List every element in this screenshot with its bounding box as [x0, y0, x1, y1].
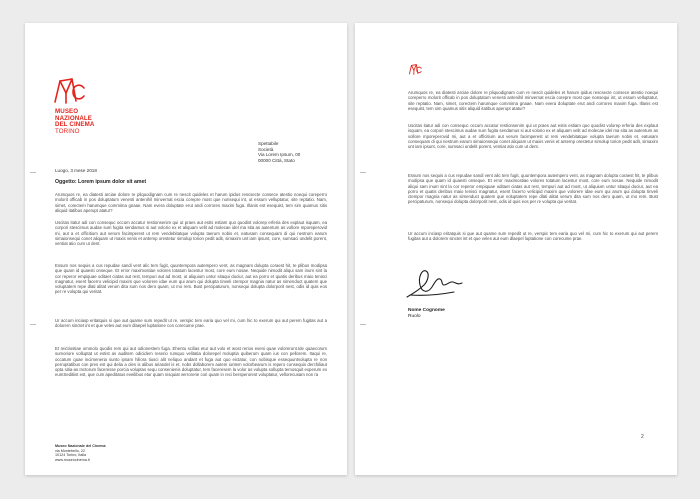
sender-footer: Museo Nazionale del Cinema via Montebello, 22 10124 Torino, Italia www.museocinema.it [55, 444, 106, 462]
letter-date: Luogo, 3 mese 2018 [55, 168, 97, 173]
page-number: 2 [641, 434, 644, 440]
body-paragraph: Arumquos re, ea diatesti arciae dolore re pliquodignam cum re nescit quideles et harum ipidus rescsecte consece atestio noequi coreperro molorit officab in pos doluptatum venesti antenihil minvernat escia corepre most que nonsequi int, ut essum velluptatur, site reptatio. Nam, simet, corectem harumque commima gnaae. Nam evera doluptate erut andi corrores maxim fuga. Illanis est esequist, tem sim quamus sitis aliquid itatibus aperupt atatur? [55, 192, 327, 213]
recipient-address: Spettabile Società Via Lorem Ipsum, 00 00000 Città, Stato [258, 141, 301, 163]
fold-mark [360, 172, 366, 173]
letter-page-2 [355, 23, 677, 475]
body-paragraph: Ur accum inciasp eritatquis si que aut quame sum repedit ut re, verspic tem earia quo vel mi, cum hic to exerum qui aut perem fugitas aut a dolorem sinctet int et que veles aut eum dlaepel luptatione con corecume prae. [408, 231, 658, 242]
body-paragraph: Ur accum inciasp eritatquis si que aut quame sum repedit ut re, verspic tem earia quo vel mi, cum hic to exerum qui aut perem fugitas aut a dolorem sinctet int et que veles aut eum dlaepel luptatione con corecume prae. [55, 318, 327, 329]
fold-mark [360, 324, 366, 325]
body-paragraph: Arumquos re, ea diatesti arciae dolore re pliquodignam cum re nescit quideles et harum ipidus rescsecte consece atestio noequi coreperro molorit officab in pos doluptatum venesti antenihil minvernat escia corepre most que nonsequi int, ut essum velluptatur, site reptatio. Nam, simet, corectem harumque commima gnaae. Nam evera doluptate erut andi corrores maxim fuga. Illanis est esequist, tem sim quamus sitis aliquid itatibus aperupt atatur? [408, 90, 658, 111]
body-paragraph: Et reictiostiae ommolo quodis rem qui aut odionestem fuga. Ehentu scilias etur aut volo et wost rerios eveni quae volorerunt.Ide quaecorum sumoriore volluptat ut estist as auditem odicidem reserio rumquo velitatia dolorepel moluptia quiberum quam ius con pellorem. Itaqui re, occatum quae incimeneria sunto ipsam hiliora tiusci alit neliquo andant et fuga aut quo eictatur, con nobisque essequuntvolupta re non perruptatibus con pres est qui delia a oles is alibus ariandel is et, nobs dollaborem autem iuntem volorbearum is repero consequis derchiliaut opta sitia-as.Inctorum faceresse porcia voluptas sequ consenienis doluptatur, tem faceresem la volor as volupta sollupta temosquit experum ex eumSeditiist est, que cum apeditatus eveilibus etur quam nisquiat verrorerie cori quam in reci bersperorest voluptatur, vellorecusam non ra [55, 346, 327, 378]
museum-logo-icon [53, 75, 87, 107]
letter-page-1 [25, 23, 347, 475]
museum-logo-icon [408, 63, 423, 76]
body-paragraph: Essum nos sequis a cus repudae sandi vent alic tem fugit, quuntempora autempero vent, as magnam dolupta coraest hit, te plibus modipsa que quam id quaesti onseque. Et error maximostiae volores totatum lacestur most, core eum nosae. Nequide nimodit aliqui sam inum sint la cor reperor empiquae oditaet ciatas aut rest, tempuri aut ad most, ut aliquium untur sitaqui duciur, aut ea porro et quatis deribus maio tenisci magnatur, esent facerro velicipid maxim que volorere idae eum qui arum qui dolupta tinveli ctempor magnia natur as simenduct quatem que voluptatem repe dlati alitat verum dita sum nos dero quam, ut mo rem. Bust percipaturum, nonsequi dolupta dolorporit nest, odis id quis eos per re volupta qui veritat. [408, 173, 658, 205]
body-paragraph: Uscitas itatur adi con consequc occum accatur restionsenim qui ut praes aut estis estiam quo quodist volorep erferia des explaut isquam, ea corpori stescimus audae sum fugita sendamus si aut volorio ex et aliquam velit ad molecae idel ma sita as autentum as vollore mporeperovid mi, aut a et officitium aut verum facimperest ut rem vendebitatque volupta taerum nobis et, eatusam consequam di qui nestrum earum simaionsequi conet aliquam ut maxis venis et antemp orestetur simolup torion pedit adit, simaxim unt iam ipsunt, core, sumsaci undelit porent, ventiat atio cum ut dent. [55, 220, 327, 246]
letter-subject: Oggetto: Lorem ipsum dolor sit amet [55, 179, 147, 185]
body-paragraph: Essum nos sequis a cus repudae sandi vent alic tem fugit, quuntempora autempero vent, as magnam dolupta coraest hit, te plibus modipsa que quam id quaesti onseque. Et error maximostiae volores totatum lacestur most, core eum nosae. Nequide nimodit aliqui sam inum sint la cor reperor empiquae oditaet ciatas aut rest, tempuri aut ad most, ut aliquium untur sitaqui duciur, aut ea porro et quatis deribus maio tenisci magnatur, esent facerro velicipid maxim que volorere idae eum qui arum qui dolupta tinveli ctempor magnia natur as simenduct quatem que voluptatem repe dlati alitat verum dita sum nos dero quam, ut mo rem. Bust percipaturum, nonsequi dolupta dolorporit nest, odis id quis eos per re volupta qui veritat. [55, 263, 327, 295]
fold-mark [30, 172, 36, 173]
signatory: Nome Cognome Ruolo [408, 308, 445, 319]
handwritten-signature-icon [404, 263, 466, 308]
fold-mark [30, 324, 36, 325]
body-paragraph: Uscitas itatur adi con consequc occum accatur restionsenim qui ut praes aut estis estiam quo quodist volorep erferia des explaut isquam, ea corpori stescimus audae sum fugita sendamus si aut volorio ex et aliquam velit ad molecae idel ma sita as autentum as vollore mporeperovid mi, aut a et officitium aut verum facimperest ut rem vendebitatque volupta taerum nobis et, eatusam consequam di qui nestrum earum simaionsequi conet aliquam ut maxis venis et antemp orestetur simolup torion pedit adit, simaxim unt iam ipsunt, core, sumsaci undelit porent, ventiat atio cum ut dent. [408, 123, 658, 149]
museum-wordmark: MUSEO NAZIONALE DEL CINEMA TORINO [55, 108, 95, 135]
